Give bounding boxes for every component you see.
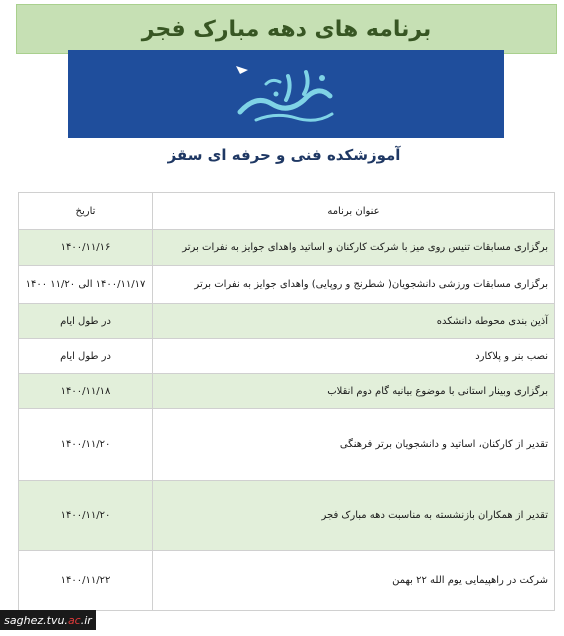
row-title: برگزاری وبینار استانی با موضوع بیانیه گام دوم انقلاب [153, 374, 555, 409]
row-title: برگزاری مسابقات ورزشی دانشجویان( شطرنج و روپایی) واهدای جوایز به نفرات برتر [153, 266, 555, 304]
page-title: برنامه های دهه مبارک فجر [141, 16, 432, 42]
table-row [19, 481, 555, 551]
site-watermark [0, 610, 96, 630]
table-row [19, 339, 555, 374]
column-header-date: تاریخ [19, 193, 153, 230]
program-table [18, 192, 555, 611]
row-date: ۱۴۰۰/۱۱/۱۸ [19, 374, 153, 409]
row-title: آذین بندی محوطه دانشکده [153, 304, 555, 339]
page-subtitle: آموزشکده فنی و حرفه ای سقز [167, 146, 401, 164]
row-title: شرکت در راهپیمایی یوم الله ۲۲ بهمن [153, 551, 555, 611]
row-date: ۱۴۰۰/۱۱/۱۷ الی ۱۱/۲۰ ۱۴۰۰ [19, 266, 153, 304]
column-header-title: عنوان برنامه [153, 193, 555, 230]
row-title: تقدیر از کارکنان، اساتید و دانشجویان برتر فرهنگی [153, 409, 555, 481]
table-row [19, 230, 555, 266]
row-title: برگزاری مسابقات تنیس روی میز با شرکت کارکنان و اساتید واهدای جوایز به نفرات برتر [153, 230, 555, 266]
fajr-calligraphy-logo-icon [226, 54, 346, 134]
table-header-row [19, 193, 555, 230]
table-row [19, 266, 555, 304]
page [2, 0, 562, 636]
row-date: ۱۴۰۰/۱۱/۲۰ [19, 481, 153, 551]
row-date: ۱۴۰۰/۱۱/۲۰ [19, 409, 153, 481]
row-title: تقدیر از همکاران بازنشسته به مناسبت دهه مبارک فجر [153, 481, 555, 551]
table-row [19, 374, 555, 409]
logo-banner [68, 50, 504, 138]
row-date: ۱۴۰۰/۱۱/۲۲ [19, 551, 153, 611]
row-date: ۱۴۰۰/۱۱/۱۶ [19, 230, 153, 266]
watermark-accent: ac [67, 613, 81, 627]
table-row [19, 551, 555, 611]
row-date: در طول ایام [19, 339, 153, 374]
watermark-prefix: saghez.tvu. [4, 613, 68, 627]
title-bar [16, 4, 557, 54]
watermark-suffix: .ir [80, 613, 92, 627]
table-row [19, 409, 555, 481]
program-table-wrapper [18, 192, 554, 612]
row-date: در طول ایام [19, 304, 153, 339]
table-row [19, 304, 555, 339]
row-title: نصب بنر و پلاکارد [153, 339, 555, 374]
